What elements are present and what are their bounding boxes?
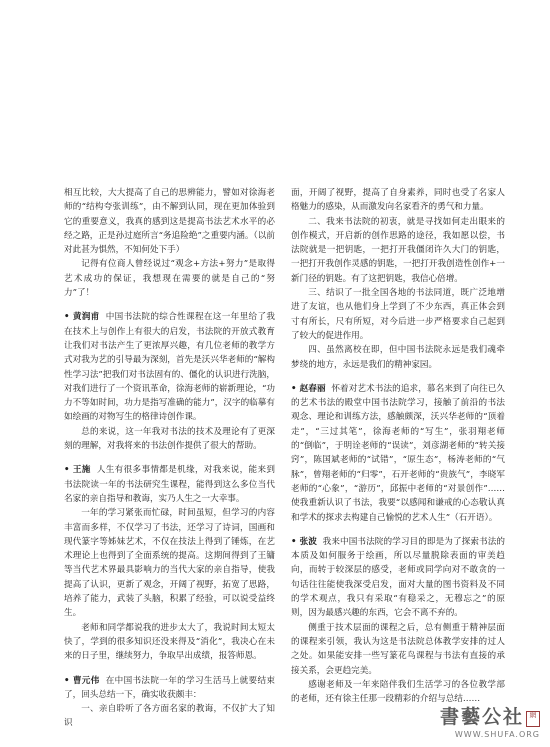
testimonial-block — [291, 535, 505, 621]
paragraph: 侧重于技术层面的课程之后，总有侧重于精神层面的课程来引领，我认为这是书法院总体教学安排的过人之处。如果能安排一些写篆花鸟课程与书法有直接的承接关系，会更趋完美。 — [291, 622, 505, 676]
speaker-name: • 王施 — [64, 465, 91, 476]
paragraph: 一、亲自聆听了各方面名家的教诲，不仅扩大了知识 — [64, 704, 275, 729]
speaker-name: • 张波 — [291, 536, 317, 547]
paragraph: 二、我来书法院的初衷，就是寻找如何走出眼来的创作模式，开启新的创作思路的途径，我如愿以偿，书法院就是一把钥匙，一把打开我僵闭许久大门的钥匙，一把打开我创作灵感的钥匙，一把打开我创造性创作+一新门径的钥匙。有了这把钥匙，我信心倍增。 — [291, 216, 505, 284]
testimonial-block — [64, 674, 275, 703]
paragraph: 四、虽然离校在即，但中国书法院永远是我们魂牵梦绕的地方，永远是我们的精神家园。 — [291, 345, 505, 370]
paragraph: 相互比较，大大提高了自己的思辨能力，譬如对徐海老师的“结构夸张训练”，由不解到认同，现在更加体验到它的重要意义，我真的感到这是提高书法艺术水平的必经之路，正是孙过庭所言“务追险绝”之重要内涵。（以前对此甚为惧然，不知何处下手） — [64, 188, 275, 256]
paragraph: 记得有位商人曾经说过“观念+方法+努力”是取得艺术成功的保证，我想现在需要的就是自己的“努力”了！ — [64, 259, 275, 299]
paragraph-text: 怀着对艺术书法的追求，慕名来到了向往已久的艺术书法的殿堂中国书法院学习，接触了前沿的书法观念、理论和训练方法，感触颇深，沃兴华老师的“顶着走”，“三过其笔”，徐海老师的“写生”，张羽翔老师的“倒临”，于明诠老师的“误读”，刘彦湖老师的“转关接窍”，陈国斌老师的“试错”，“原生态”，杨涛老师的“气脉”，曾翔老师的“归零”，石开老师的“贵族气”，李晓军老师的“心象”，“游历”，邱振中老师的“对景创作”……使我重新认识了书法，我要“以感闻和谦戒的心态敬认真和学术的探求去构建自己愉悦的艺术人生”（石开语）。 — [291, 383, 505, 523]
paragraph-text: 在中国书法院一年的学习生活马上就要结束了，回头总结一下，确实收获颇丰： — [64, 675, 275, 700]
paragraph-text: 我来中国书法院的学习目的即是为了探索书法的本质及如何服务于绘画，所以尽量脱除表面的审美趋向，而转于较深层的感受，老师或同学向对不敢贪的一句话往往能使我深受启发，面对大量的图书资料及不同的学术观点，我只有采取“有稳采之，无穆忘之”的原则，因为最感兴趣的东西，它会不离不弃的。 — [291, 536, 505, 619]
left-column — [64, 186, 275, 731]
speaker-name: • 黄润甫 — [64, 312, 100, 323]
paragraph-text: 中国书法院的综合性课程在这一年里给了我在技术上与创作上有很大的启发，书法院的开放式教育让我们对书法产生了更浓厚兴趣，有几位老师的教学方式对我为艺的引导最为深刻，首先是沃兴华老师的“解构性学习法”把我们对书法固有的、僵化的认识进行洗脑，对我们进行了一个资讯革命，徐海老师的崭新理论，“功力不等如时间，功力是指写准确的能力”，汉字的临摹有如绘画的对物写生的格律诗创作课。 — [64, 312, 275, 423]
speaker-name: • 曹元伟 — [64, 675, 100, 686]
paragraph-text: 人生有很多事情都是机缘，对我来说，能来到书法院读一年的书法研究生课程，能得到这么多位当代名家的亲自指导和教诲，实乃人生之一大幸事。 — [64, 465, 275, 504]
paragraph: 感谢老师及一年来陪伴我们生活学习的各位教学部的老师，还有徐主任那一段精彩的介绍与总结…… — [291, 679, 505, 705]
paragraph: 总的来说，这一年我对书法的技术及理论有了更深刻的理解，对我将来的书法创作提供了很大的帮助。 — [64, 426, 275, 452]
paragraph: 面，开阔了视野，提高了自身素养，同时也受了名家人格魅力的感染，从而激发向名家看齐的勇气和力量。 — [291, 188, 505, 213]
right-column — [291, 186, 505, 706]
testimonial-block — [64, 463, 275, 506]
site-watermark — [440, 702, 540, 739]
testimonial-block — [64, 310, 275, 424]
watermark-logo-text: 書藝公社 — [439, 706, 524, 728]
paragraph: 三、结识了一批全国各地的书法同道，既广泛地增进了友谊，也从他们身上学到了不少东西，真正体会到寸有所长，尺有所短，对今后进一步严格要求自己起到了较大的促进作用。 — [291, 288, 505, 341]
paragraph: 老师和同学都说我的进步太大了，我说时间太短太快了，学到的很多知识还没来得及“消化”，我决心在未来的日子里，继续努力，争取早出成绩，报答师恩。 — [64, 622, 275, 662]
testimonial-block — [291, 382, 505, 525]
watermark-seal-icon: 網 — [526, 711, 540, 727]
paragraph: 一年的学习紧张而忙碌，时间虽短，但学习的内容丰富而多样，不仅学习了书法，还学习了诗词，国画和现代篆字等姊妹艺术，不仅在技法上得到了锤炼，在艺术理论上也得到了全面系统的提高。这期间得到了王镛等当代艺术界最具影响力的当代大家的亲自指导，使我提高了认识，更新了观念，开阔了视野，拓宽了思路，培养了能力，武装了头脑，积累了经验，可以说受益终生。 — [64, 508, 275, 619]
speaker-name: • 赵春丽 — [291, 383, 326, 394]
watermark-url: WWW.SHUFA.ORG — [454, 730, 540, 739]
